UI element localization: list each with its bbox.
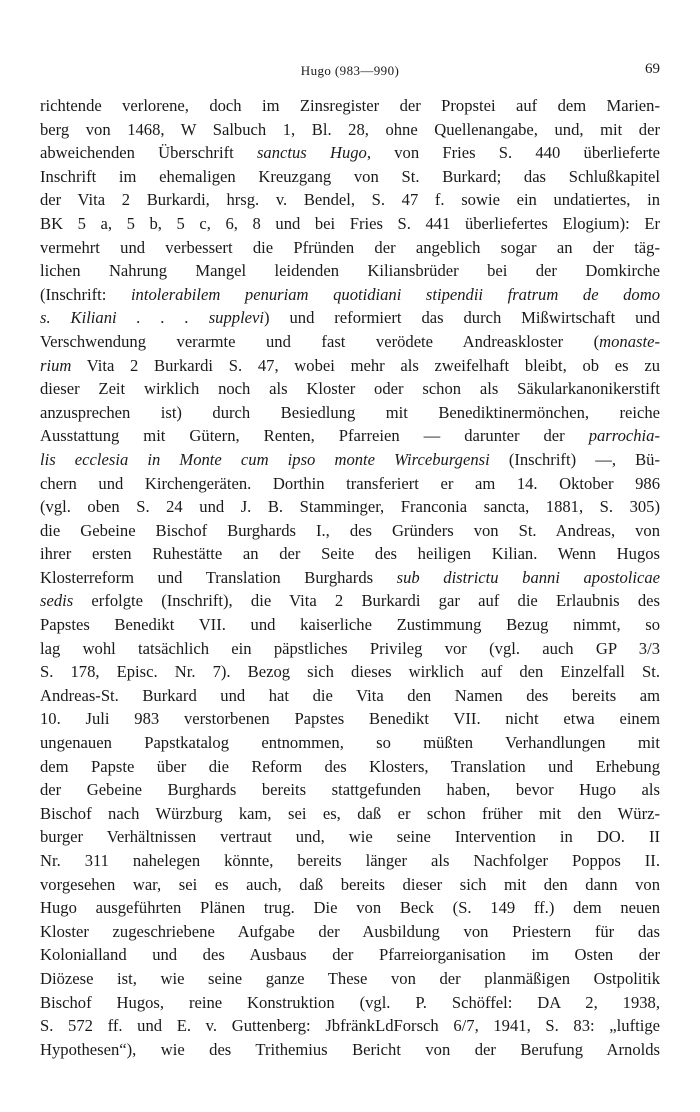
text-segment: Kloster zugeschriebene Aufgabe der Ausbildung von Priestern für das [40,921,660,941]
text-segment: (vgl. oben S. 24 und J. B. Stamminger, Franconia sancta, 1881, S. 305) [40,497,660,517]
text-line [40,1014,660,1038]
text-line [40,660,660,684]
text-segment: S. 178, Episc. Nr. 7). Bezog sich dieses wirklich auf den Einzelfall St. [40,662,660,682]
italic-text-segment: parrochia- [588,426,660,446]
text-line [40,920,660,944]
italic-text-segment: sedis [40,591,74,611]
text-line [40,377,660,401]
text-line [40,873,660,897]
text-line [40,472,660,496]
text-line [40,825,660,849]
text-line [40,519,660,543]
text-segment: Vita 2 Burkardi S. 47, wobei mehr als zweifelhaft bleibt, ob es zu [71,355,660,375]
text-segment: Bischof Hugos, reine Konstruktion (vgl. P. Schöffel: DA 2, 1938, [40,992,660,1012]
text-line [40,259,660,283]
text-line [40,849,660,873]
text-line [40,613,660,637]
text-segment: Kolonialland und des Ausbaus der Pfarreiorganisation im Osten der [40,945,660,965]
text-segment: lag wohl tatsächlich ein päpstliches Privileg vor (vgl. auch GP 3/3 [40,638,660,658]
text-line [40,589,660,613]
italic-text-segment: sub districtu banni apostolicae [396,567,660,587]
text-segment: lichen Nahrung Mangel leidenden Kiliansbrüder bei der Domkirche [40,261,660,281]
text-line [40,967,660,991]
text-segment: Hypothesen“), wie des Trithemius Bericht von der Berufung Arnolds [40,1039,660,1059]
text-segment: Klosterreform und Translation Burghards [40,567,397,587]
text-segment: Andreas-St. Burkard und hat die Vita den Namen des bereits am [40,685,660,705]
text-segment: dieser Zeit wirklich noch als Kloster oder schon als Säkularkanonikerstift [40,379,660,399]
text-line [40,802,660,826]
text-segment: ) und reformiert das durch Mißwirtschaft und [264,308,660,328]
text-line [40,354,660,378]
text-line [40,424,660,448]
text-segment: Bischof nach Würzburg kam, sei es, daß er schon früher mit den Würz- [40,803,660,823]
text-segment: Diözese ist, wie seine ganze These von der planmäßigen Ostpolitik [40,968,660,988]
text-segment: die Gebeine Bischof Burghards I., des Gründers von St. Andreas, von [40,520,660,540]
text-line [40,755,660,779]
text-segment: der Gebeine Burghards bereits stattgefunden haben, bevor Hugo als [40,780,660,800]
text-line [40,896,660,920]
text-segment: Hugo ausgeführten Plänen trug. Die von Beck (S. 149 ff.) dem neuen [40,898,660,918]
text-line [40,731,660,755]
text-line [40,283,660,307]
text-line [40,94,660,118]
text-segment: Ausstattung mit Gütern, Renten, Pfarreien — darunter der [40,426,589,446]
text-line [40,118,660,142]
italic-text-segment: lis ecclesia in Monte cum ipso monte Wirceburgensi [40,449,490,469]
text-segment: (Inschrift) —, Bü- [489,449,660,469]
text-line [40,495,660,519]
text-segment: berg von 1468, W Salbuch 1, Bl. 28, ohne Quellenangabe, und, mit der [40,119,660,139]
text-line [40,943,660,967]
text-segment: ihrer ersten Ruhestätte an der Seite des heiligen Kilian. Wenn Hugos [40,544,660,564]
text-segment: erfolgte (Inschrift), die Vita 2 Burkardi gar auf die Erlaubnis des [73,591,660,611]
text-segment: vorgesehen war, sei es auch, daß bereits dieser sich mit den dann von [40,874,660,894]
italic-text-segment: intolerabilem penuriam quotidiani stipendii fratrum de domo [130,284,660,304]
running-head [40,63,660,83]
text-line [40,401,660,425]
text-line [40,991,660,1015]
text-line [40,566,660,590]
text-segment: Verschwendung verarmte und fast verödete Andreaskloster ( [40,331,600,351]
italic-text-segment: rium [40,355,72,375]
text-line [40,448,660,472]
running-title: Hugo (983—990) [300,63,400,78]
body-text [40,94,660,1061]
italic-text-segment: monaste- [599,331,660,351]
text-segment: dem Papste über die Reform des Klosters, Translation und Erhebung [40,756,660,776]
text-line [40,637,660,661]
text-segment: , von Fries S. 440 überlieferte [366,143,660,163]
text-line [40,188,660,212]
text-segment: Papstes Benedikt VII. und kaiserliche Zustimmung Bezug nimmt, so [40,615,660,635]
page-number: 69 [645,61,660,77]
text-segment: (Inschrift: [40,284,131,304]
text-line [40,165,660,189]
italic-text-segment: sanctus Hugo [256,143,367,163]
text-segment: burger Verhältnissen vertraut und, wie seine Intervention in DO. II [40,827,660,847]
text-segment: richtende verlorene, doch im Zinsregister der Propstei auf dem Marien- [40,96,660,115]
text-line [40,542,660,566]
text-segment: ungenauen Papstkatalog entnommen, so müßten Verhandlungen mit [40,733,660,753]
text-segment: abweichenden Überschrift [40,143,257,163]
text-line [40,236,660,260]
text-line [40,778,660,802]
text-segment: chern und Kirchengeräten. Dorthin transferiert er am 14. Oktober 986 [40,473,660,493]
text-segment: vermehrt und verbessert die Pfründen der angeblich sogar an der täg- [40,237,660,257]
text-line [40,707,660,731]
text-segment: anzusprechen ist) durch Besiedlung mit Benediktinermönchen, reiche [40,402,660,422]
text-segment: 10. Juli 983 verstorbenen Papstes Benedikt VII. nicht etwa einem [40,709,660,729]
text-line [40,1038,660,1062]
text-line [40,306,660,330]
text-line [40,141,660,165]
text-line [40,684,660,708]
text-segment: der Vita 2 Burkardi, hrsg. v. Bendel, S. 47 f. sowie ein undatiertes, in [40,190,660,210]
text-segment: Nr. 311 nahelegen könnte, bereits länger als Nachfolger Poppos II. [40,851,660,870]
text-segment: BK 5 a, 5 b, 5 c, 6, 8 und bei Fries S. 441 überliefertes Elogium): Er [40,213,660,233]
text-segment: S. 572 ff. und E. v. Guttenberg: JbfränkLdForsch 6/7, 1941, S. 83: „luftige [40,1016,660,1036]
text-segment: Inschrift im ehemaligen Kreuzgang von St. Burkard; das Schlußkapitel [40,166,660,186]
italic-text-segment: s. Kiliani . . . supplevi [40,308,265,328]
text-line [40,212,660,236]
text-line [40,330,660,354]
